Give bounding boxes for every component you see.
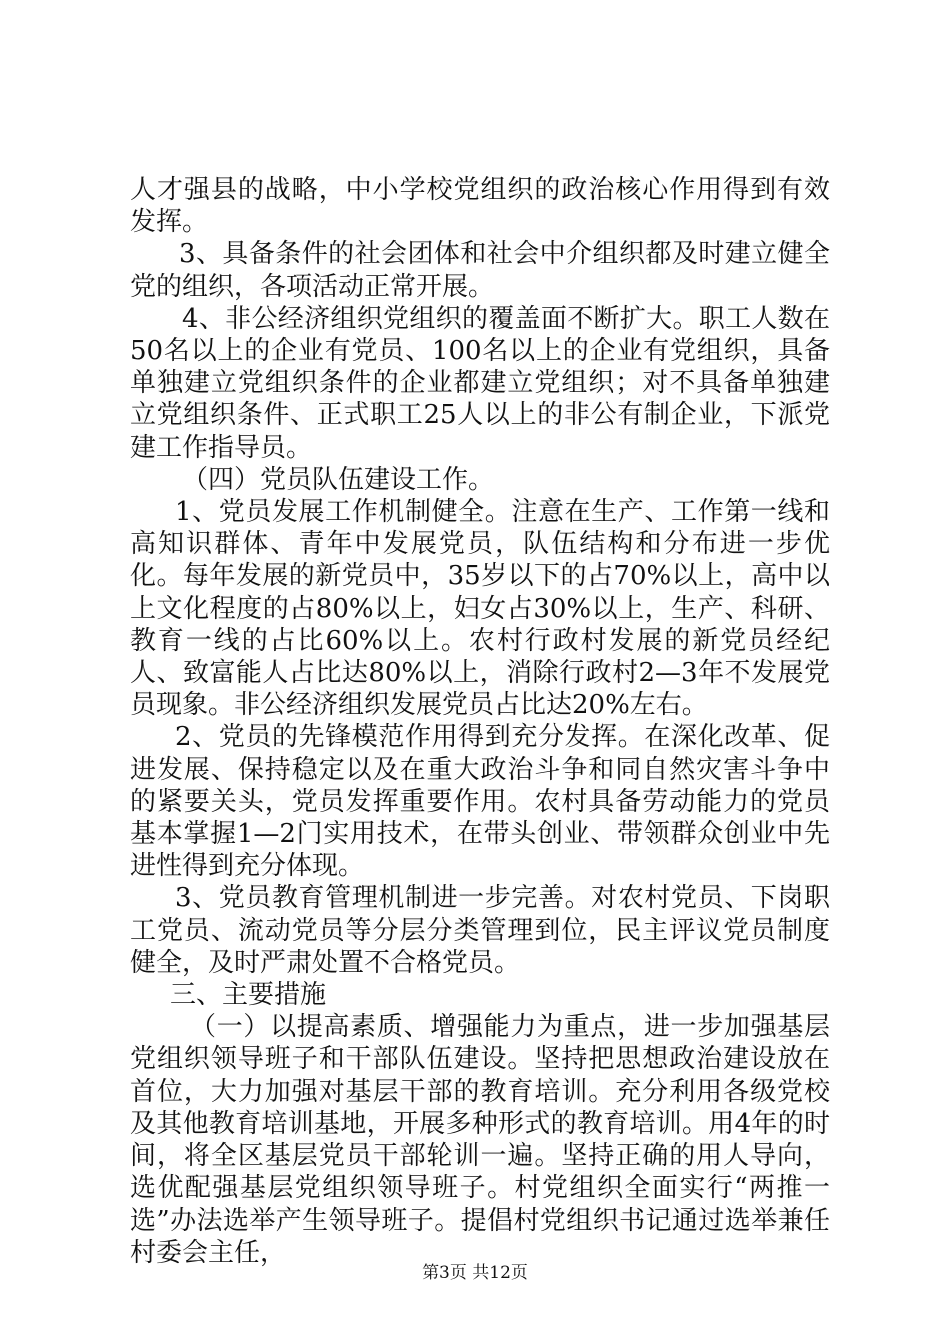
section-heading-4: （四）党员队伍建设工作。	[182, 464, 495, 495]
document-body	[130, 174, 830, 1269]
paragraph-item-4: 4、非公经济组织党组织的覆盖面不断扩大。职工人数在50名以上的企业有党员、100名以上的企业有党组织，具备单独建立党组织条件的企业都建立党组织；对不具备单独建立党组织条件、正式职工25人以上的非公有制企业，下派党建工作指导员。	[130, 303, 830, 463]
paragraph-vanguard: 2、党员的先锋模范作用得到充分发挥。在深化改革、促进发展、保持稳定以及在重大政治斗争和同自然灾害斗争中的紧要关头，党员发挥重要作用。农村具备劳动能力的党员基本掌握1—2门实用技术，在带头创业、带领群众创业中先进性得到充分体现。	[130, 722, 830, 882]
paragraph-continuation: 人才强县的战略，中小学校党组织的政治核心作用得到有效发挥。	[130, 175, 830, 238]
paragraph-item-3: 3、具备条件的社会团体和社会中介组织都及时建立健全党的组织，各项活动正常开展。	[130, 239, 830, 302]
page-footer: 第3页 共12页	[422, 1263, 528, 1283]
paragraph-recruitment: 1、党员发展工作机制健全。注意在生产、工作第一线和高知识群体、青年中发展党员，队伍结构和分布进一步优化。每年发展的新党员中，35岁以下的占70%以上，高中以上文化程度的占80%以上，妇女占30%以上，生产、科研、教育一线的占比60%以上。农村行政村发展的新党员经纪人、致富能人占比达80%以上，消除行政村2—3年不发展党员现象。非公经济组织发展党员占比达20%左右。	[130, 497, 830, 721]
paragraph-education: 3、党员教育管理机制进一步完善。对农村党员、下岗职工党员、流动党员等分层分类管理到位，民主评议党员制度健全，及时严肃处置不合格党员。	[130, 883, 830, 978]
section-heading-measures: 三、主要措施	[170, 980, 327, 1011]
paragraph-measure-1: （一）以提高素质、增强能力为重点，进一步加强基层党组织领导班子和干部队伍建设。坚持把思想政治建设放在首位，大力加强对基层干部的教育培训。充分利用各级党校及其他教育培训基地，开展多种形式的教育培训。用4年的时间，将全区基层党员干部轮训一遍。坚持正确的用人导向，选优配强基层党组织领导班子。村党组织全面实行“两推一选”办法选举产生领导班子。提倡村党组织书记通过选举兼任村委会主任，	[130, 1012, 830, 1268]
